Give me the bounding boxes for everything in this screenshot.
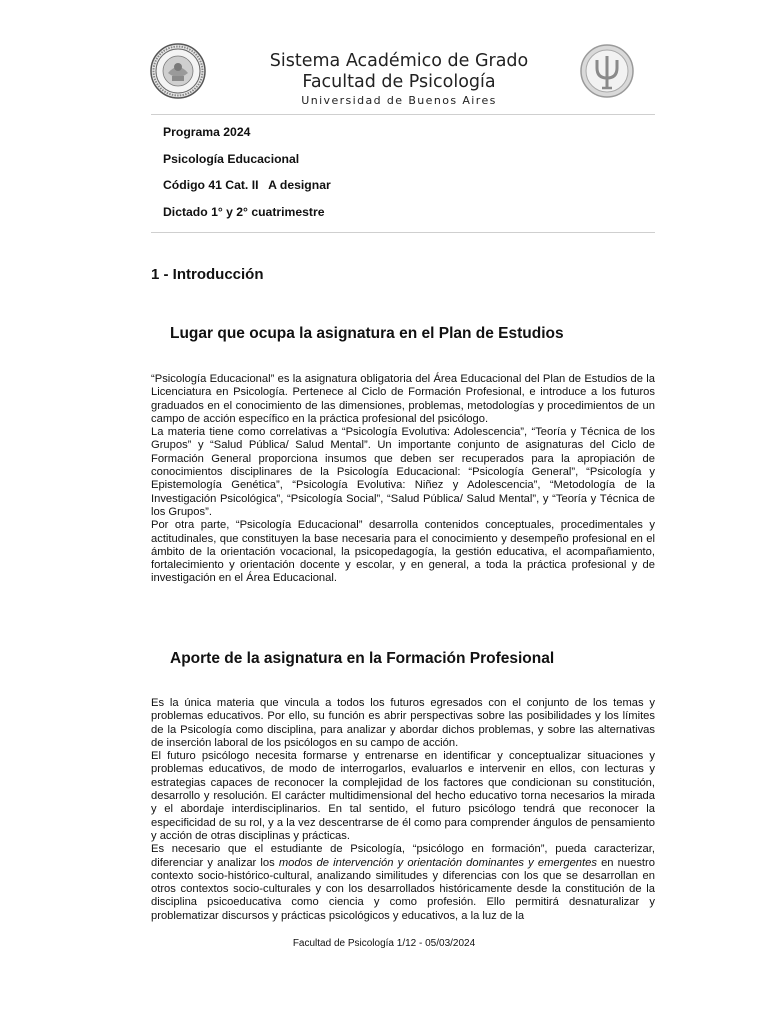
paragraph-text: Es necesario que el estudiante de Psicología, “psicólogo en formación”, pueda caracterizar, diferenciar y analizar los xyxy=(151,843,655,869)
university-seal-icon xyxy=(150,43,206,99)
subject-name: Psicología Educacional xyxy=(163,152,300,166)
paragraph xyxy=(151,843,655,923)
paragraph: “Psicología Educacional” es la asignatura obligatoria del Área Educacional del Plan de Estudios de la Licenciatura en Psicología. Pertenece al Ciclo de Formación Profesional, e introduce a los futuros graduados en el conocimiento de las dimensiones, problemas, metodologías y procedimientos de un campo de acción específico en la práctica profesional del psicólogo. xyxy=(151,373,655,425)
subject-code: Código 41 Cat. II A designar xyxy=(163,178,331,192)
place-text-block xyxy=(151,373,655,586)
paragraph: La materia tiene como correlativas a “Psicología Evolutiva: Adolescencia”, “Teoría y Técnica de los Grupos” y “Salud Pública/ Salud Mental”. Un importante conjunto de asignaturas del Ciclo de Formación General proporciona insumos que deben ser recuperados para la apropiación de conocimientos disciplinares de la Psicología Educacional: “Psicología General”, “Psicología y Epistemología Genética”, “Psicología Evolutiva: Niñez y Adolescencia”, “Metodología de la Investigación Psicológica”, “Psicología Social”, “Salud Pública/ Salud Mental”, y “Teoría y Técnica de los Grupos”. xyxy=(151,426,655,518)
subject-schedule: Dictado 1° y 2° cuatrimestre xyxy=(163,205,325,219)
paragraph: El futuro psicólogo necesita formarse y entrenarse en identificar y conceptualizar situaciones y problemas educativos, de modo de interrogarlos, evaluarlos e intervenir en ellos, con lecturas y estrategias capaces de reconocer la complejidad de los factores que condicionan su constitución, desarrollo y resolución. El carácter multidimensional del hecho educativo torna necesarios la mirada y el abordaje interdisciplinarios. En tal sentido, el futuro psicólogo tendrá que reconocer la especificidad de su rol, y a la vez descentrarse de él como para comprender ángulos de pensamiento y acción de otras disciplinas y prácticas. xyxy=(151,750,655,842)
university-subtitle: Universidad de Buenos Aires xyxy=(301,94,497,107)
faculty-title: Facultad de Psicología xyxy=(302,72,496,92)
header-divider xyxy=(151,114,655,115)
paragraph-text: en nuestro contexto socio-histórico-cultural, analizando similitudes y diferencias con los que se desarrollan en otros contextos socio-culturales y con los desarrollados históricamente desde la constitución de la disciplina psicoeducativa como ciencia y como profesión. Ello permitirá desnaturalizar y problematizar discursos y prácticas psicológicos y educativos, a la luz de la xyxy=(151,856,655,922)
page-footer: Facultad de Psicología 1/12 - 05/03/2024 xyxy=(292,938,476,949)
psi-symbol-icon xyxy=(580,44,634,98)
system-title: Sistema Académico de Grado xyxy=(269,51,529,71)
subsection-title-place: Lugar que ocupa la asignatura en el Plan de Estudios xyxy=(170,325,564,342)
section-title-introduction: 1 - Introducción xyxy=(151,266,264,283)
subsection-title-contribution: Aporte de la asignatura en la Formación Profesional xyxy=(170,650,555,667)
italic-emphasis: modos de intervención y orientación dominantes y emergentes xyxy=(278,856,597,869)
paragraph: Por otra parte, “Psicología Educacional” desarrolla contenidos conceptuales, procedimentales y actitudinales, que constituyen la base necesaria para el conocimiento y desempeño profesional en el ámbito de la orientación vocacional, la psicopedagogía, la gestión educativa, el acompañamiento, fortalecimiento y orientación docente y escolar, y en general, a toda la práctica profesional y de investigación en el Área Educacional. xyxy=(151,519,655,585)
program-divider xyxy=(151,232,655,233)
program-year: Programa 2024 xyxy=(163,125,251,139)
contribution-text-block xyxy=(151,697,655,923)
paragraph: Es la única materia que vincula a todos los futuros egresados con el conjunto de los temas y problemas educativos. Por ello, su función es abrir perspectivas sobre las posibilidades y los límites de la Psicología como disciplina, para analizar y abordar dichos problemas, y sobre las alternativas de inserción laboral de los psicólogos en su campo de acción. xyxy=(151,697,655,749)
